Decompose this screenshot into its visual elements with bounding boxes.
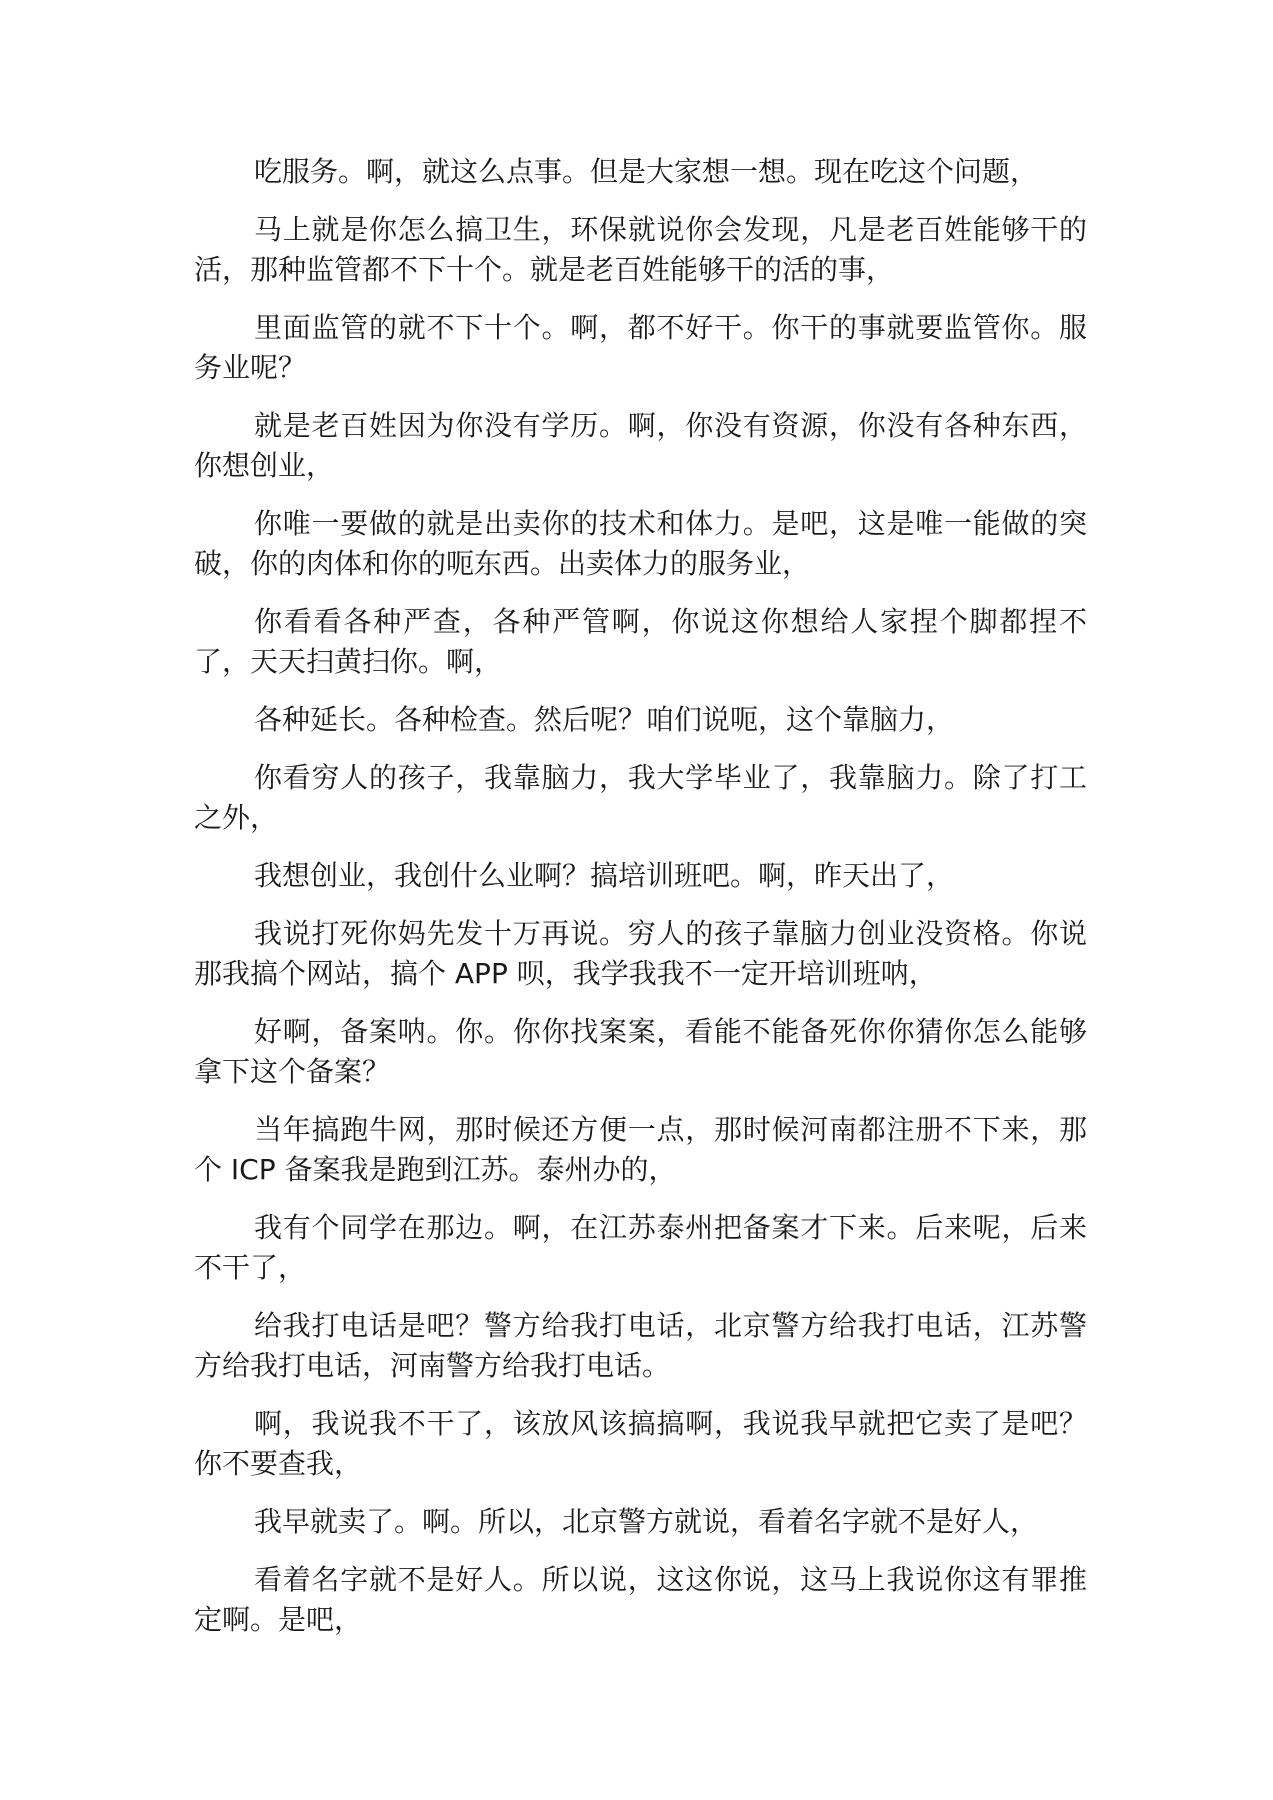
paragraph: 你看穷人的孩子，我靠脑力，我大学毕业了，我靠脑力。除了打工之外，	[194, 761, 1087, 834]
paragraph: 我想创业，我创什么业啊？搞培训班吧。啊，昨天出了，	[254, 859, 955, 892]
paragraph: 你唯一要做的就是出卖你的技术和体力。是吧，这是唯一能做的突破，你的肉体和你的呃东西。出卖体力的服务业，	[194, 507, 1087, 580]
paragraph: 我早就卖了。啊。所以，北京警方就说，看着名字就不是好人，	[254, 1505, 1039, 1538]
paragraph: 就是老百姓因为你没有学历。啊，你没有资源，你没有各种东西，你想创业，	[194, 409, 1087, 482]
paragraph: 给我打电话是吧？警方给我打电话，北京警方给我打电话，江苏警方给我打电话，河南警方给我打电话。	[194, 1309, 1087, 1382]
paragraph: 各种延长。各种检查。然后呢？咱们说呃，这个靠脑力，	[254, 703, 955, 736]
paragraph: 啊，我说我不干了，该放风该搞搞啊，我说我早就把它卖了是吧？你不要查我，	[194, 1407, 1087, 1480]
paragraph: 我说打死你妈先发十万再说。穷人的孩子靠脑力创业没资格。你说那我搞个网站，搞个 APP 呗，我学我我不一定开培训班呐，	[194, 917, 1087, 990]
paragraph: 当年搞跑牛网，那时候还方便一点，那时候河南都注册不下来，那个 ICP 备案我是跑到江苏。泰州办的，	[194, 1113, 1087, 1186]
paragraph: 里面监管的就不下十个。啊，都不好干。你干的事就要监管你。服务业呢？	[194, 311, 1087, 384]
paragraph: 看着名字就不是好人。所以说，这这你说，这马上我说你这有罪推定啊。是吧，	[194, 1563, 1087, 1636]
paragraph: 好啊，备案呐。你。你你找案案，看能不能备死你你猜你怎么能够拿下这个备案？	[194, 1015, 1087, 1088]
paragraph: 马上就是你怎么搞卫生，环保就说你会发现，凡是老百姓能够干的活，那种监管都不下十个。就是老百姓能够干的活的事，	[194, 213, 1087, 286]
paragraph: 我有个同学在那边。啊，在江苏泰州把备案才下来。后来呢，后来不干了，	[194, 1211, 1087, 1284]
paragraph: 你看看各种严查，各种严管啊，你说这你想给人家捏个脚都捏不了，天天扫黄扫你。啊，	[194, 605, 1087, 678]
body-text	[194, 152, 1087, 1658]
paragraph: 吃服务。啊，就这么点事。但是大家想一想。现在吃这个问题，	[254, 155, 1039, 188]
